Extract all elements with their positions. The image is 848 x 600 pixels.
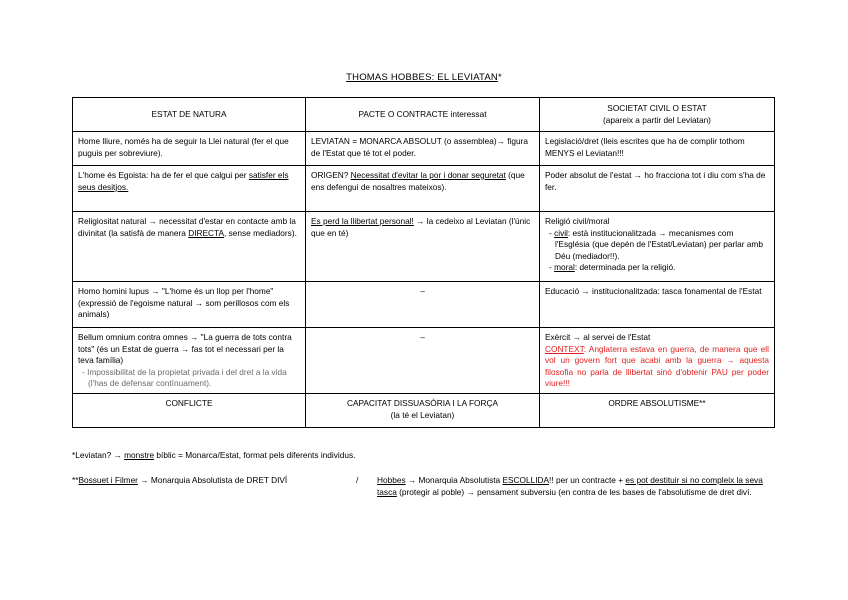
- cell-text: ORIGEN?: [311, 170, 351, 180]
- cell-societat-5: [540, 328, 775, 394]
- cell-text: (que ens defengui de nosaltres mateixos).: [311, 170, 525, 192]
- footnote-leviatan: [72, 449, 355, 461]
- note-text: !! per un contracte +: [549, 475, 626, 485]
- context-text: : Anglaterra estava en guerra, de manera que ell vol un govern fort que acabi amb la guerra → aquesta filosofia no parla de llibertat sinó d'obtenir PAU per poder viure!!!: [545, 343, 769, 389]
- table-row: [73, 212, 775, 282]
- footer-capacitat-subtitle: (la té el Leviatan): [390, 409, 455, 420]
- cell-natura-2: [73, 166, 306, 212]
- page-title: [0, 72, 848, 83]
- note-underlined-text: es pot destituir si no compleix la seva tasca: [377, 475, 763, 497]
- note-left: [72, 474, 287, 486]
- cell-natura-4: Homo homini lupus → "L'home és un llop per l'home" (expressió de l'egoisme natural → som perillosos com els animals): [73, 282, 306, 328]
- cell-natura-5: [73, 328, 306, 394]
- table-row: [73, 166, 775, 212]
- cell-text: Exèrcit → al servei de l'Estat: [545, 332, 651, 342]
- footer-ordre: ORDRE ABSOLUTISME**: [540, 393, 775, 427]
- header-societat-civil: [540, 98, 775, 132]
- cell-text: , sense mediadors).: [224, 227, 297, 238]
- cell-pacte-1: LEVIATAN = MONARCA ABSOLUT (o assemblea)→ figura de l'Estat que té tot el poder.: [306, 132, 540, 166]
- footer-capacitat-title: CAPACITAT DISSUASÒRIA I LA FORÇA: [346, 397, 499, 408]
- comparison-table: [72, 97, 775, 428]
- cell-text: L'home és Egoista: ha de fer el que calgui per: [78, 170, 249, 180]
- sub-item-civil: - civil: està institucionalitzada → mecanismes com l'Església (que depèn de l'Estat/Leviatan) per parlar amb Déu (mediador!!).: [549, 227, 763, 261]
- cell-societat-2: Poder absolut de l'estat → ho fracciona tot i diu com s'ha de fer.: [540, 166, 775, 212]
- cell-pacte-4: –: [306, 282, 540, 328]
- cell-underlined-text: DIRECTA: [188, 227, 225, 238]
- cell-text: Religiositat natural → necessitat d'estar en contacte amb la divinitat (la satisfà de manera: [78, 216, 296, 238]
- note-text: (protegir al poble) → pensament subversiu (en contra de les bases de l'absolutisme de dret diví.: [396, 487, 752, 497]
- table-row: [73, 328, 775, 394]
- title-asterisk: *: [497, 72, 502, 83]
- title-text: THOMAS HOBBES: EL LEVIATAN: [346, 72, 498, 83]
- header-societat-subtitle: (apareix a partir del Leviatan): [603, 115, 711, 125]
- header-estat-natura: ESTAT DE NATURA: [73, 98, 306, 132]
- sub-item-label: moral: [554, 262, 575, 273]
- cell-societat-4: Educació → institucionalitzada: tasca fonamental de l'Estat: [540, 282, 775, 328]
- cell-pacte-3: [306, 212, 540, 282]
- note-underlined-text: Hobbes: [377, 475, 406, 485]
- cell-pacte-5: –: [306, 328, 540, 394]
- header-pacte: PACTE O CONTRACTE interessat: [306, 98, 540, 132]
- note-separator: /: [356, 475, 359, 485]
- table-header-row: [73, 98, 775, 132]
- note-underlined-text: ESCOLLIDA: [502, 475, 550, 485]
- note-underlined-text: monstre: [124, 450, 155, 460]
- sub-item-text: Impossibilitat de la propietat privada i del dret a la vida (l'has de defensar contínuament).: [87, 366, 287, 389]
- note-text: → Monarquia Absolutista de DRET DIVÍ: [137, 475, 288, 485]
- cell-natura-1: Home lliure, només ha de seguir la Llei natural (fer el que puguis per sobreviure).: [73, 132, 306, 166]
- cell-underlined-text: Necessitat d'evitar la por i donar seguretat: [350, 170, 506, 180]
- sub-item-moral: - moral: determinada per la religió.: [549, 262, 676, 273]
- cell-underlined-text: Es perd la llibertat personal!: [311, 216, 414, 226]
- note-text: *Leviatan? →: [72, 450, 125, 460]
- cell-societat-1: Legislació/dret (lleis escrites que ha de complir tothom MENYS el Leviatan!!!: [540, 132, 775, 166]
- cell-pacte-2: [306, 166, 540, 212]
- note-underlined-text: Bossuet i Filmer: [78, 475, 138, 485]
- cell-text: → la cedeixo al Leviatan (l'únic que en té): [311, 216, 531, 238]
- footer-capacitat: [306, 393, 540, 427]
- cell-natura-3: [73, 212, 306, 282]
- table-footer-row: [73, 393, 775, 427]
- footer-conflicte: CONFLICTE: [73, 393, 306, 427]
- sub-item-text: : està institucionalitzada → mecanismes com l'Església (que depèn de l'Estat/Leviatan) per parlar amb Déu (mediador!!).: [555, 227, 763, 261]
- note-text: **: [72, 475, 79, 485]
- cell-underlined-text: satisfer els seus desitjos.: [78, 170, 289, 192]
- cell-societat-3: [540, 212, 775, 282]
- cell-heading: Religió civil/moral: [545, 216, 610, 226]
- sub-item-label: civil: [554, 227, 568, 238]
- table-row: [73, 132, 775, 166]
- context-label: CONTEXT: [545, 343, 584, 354]
- cell-text: Bellum omnium contra omnes → "La guerra de tots contra tots" (és un Estat de guerra → fas tot el necessari per la teva família): [78, 332, 292, 366]
- note-text: bíblic = Monarca/Estat, format pels diferents individus.: [154, 450, 356, 460]
- sub-item-propietat: - Impossibilitat de la propietat privada i del dret a la vida (l'has de defensar contínuament).: [82, 366, 287, 389]
- note-text: → Monarquia Absolutista: [405, 475, 503, 485]
- header-societat-title: SOCIETAT CIVIL O ESTAT: [607, 103, 707, 114]
- sub-item-text: : determinada per la religió.: [574, 262, 676, 273]
- table-row: [73, 282, 775, 328]
- note-right: [377, 474, 777, 498]
- context-note: [545, 344, 769, 390]
